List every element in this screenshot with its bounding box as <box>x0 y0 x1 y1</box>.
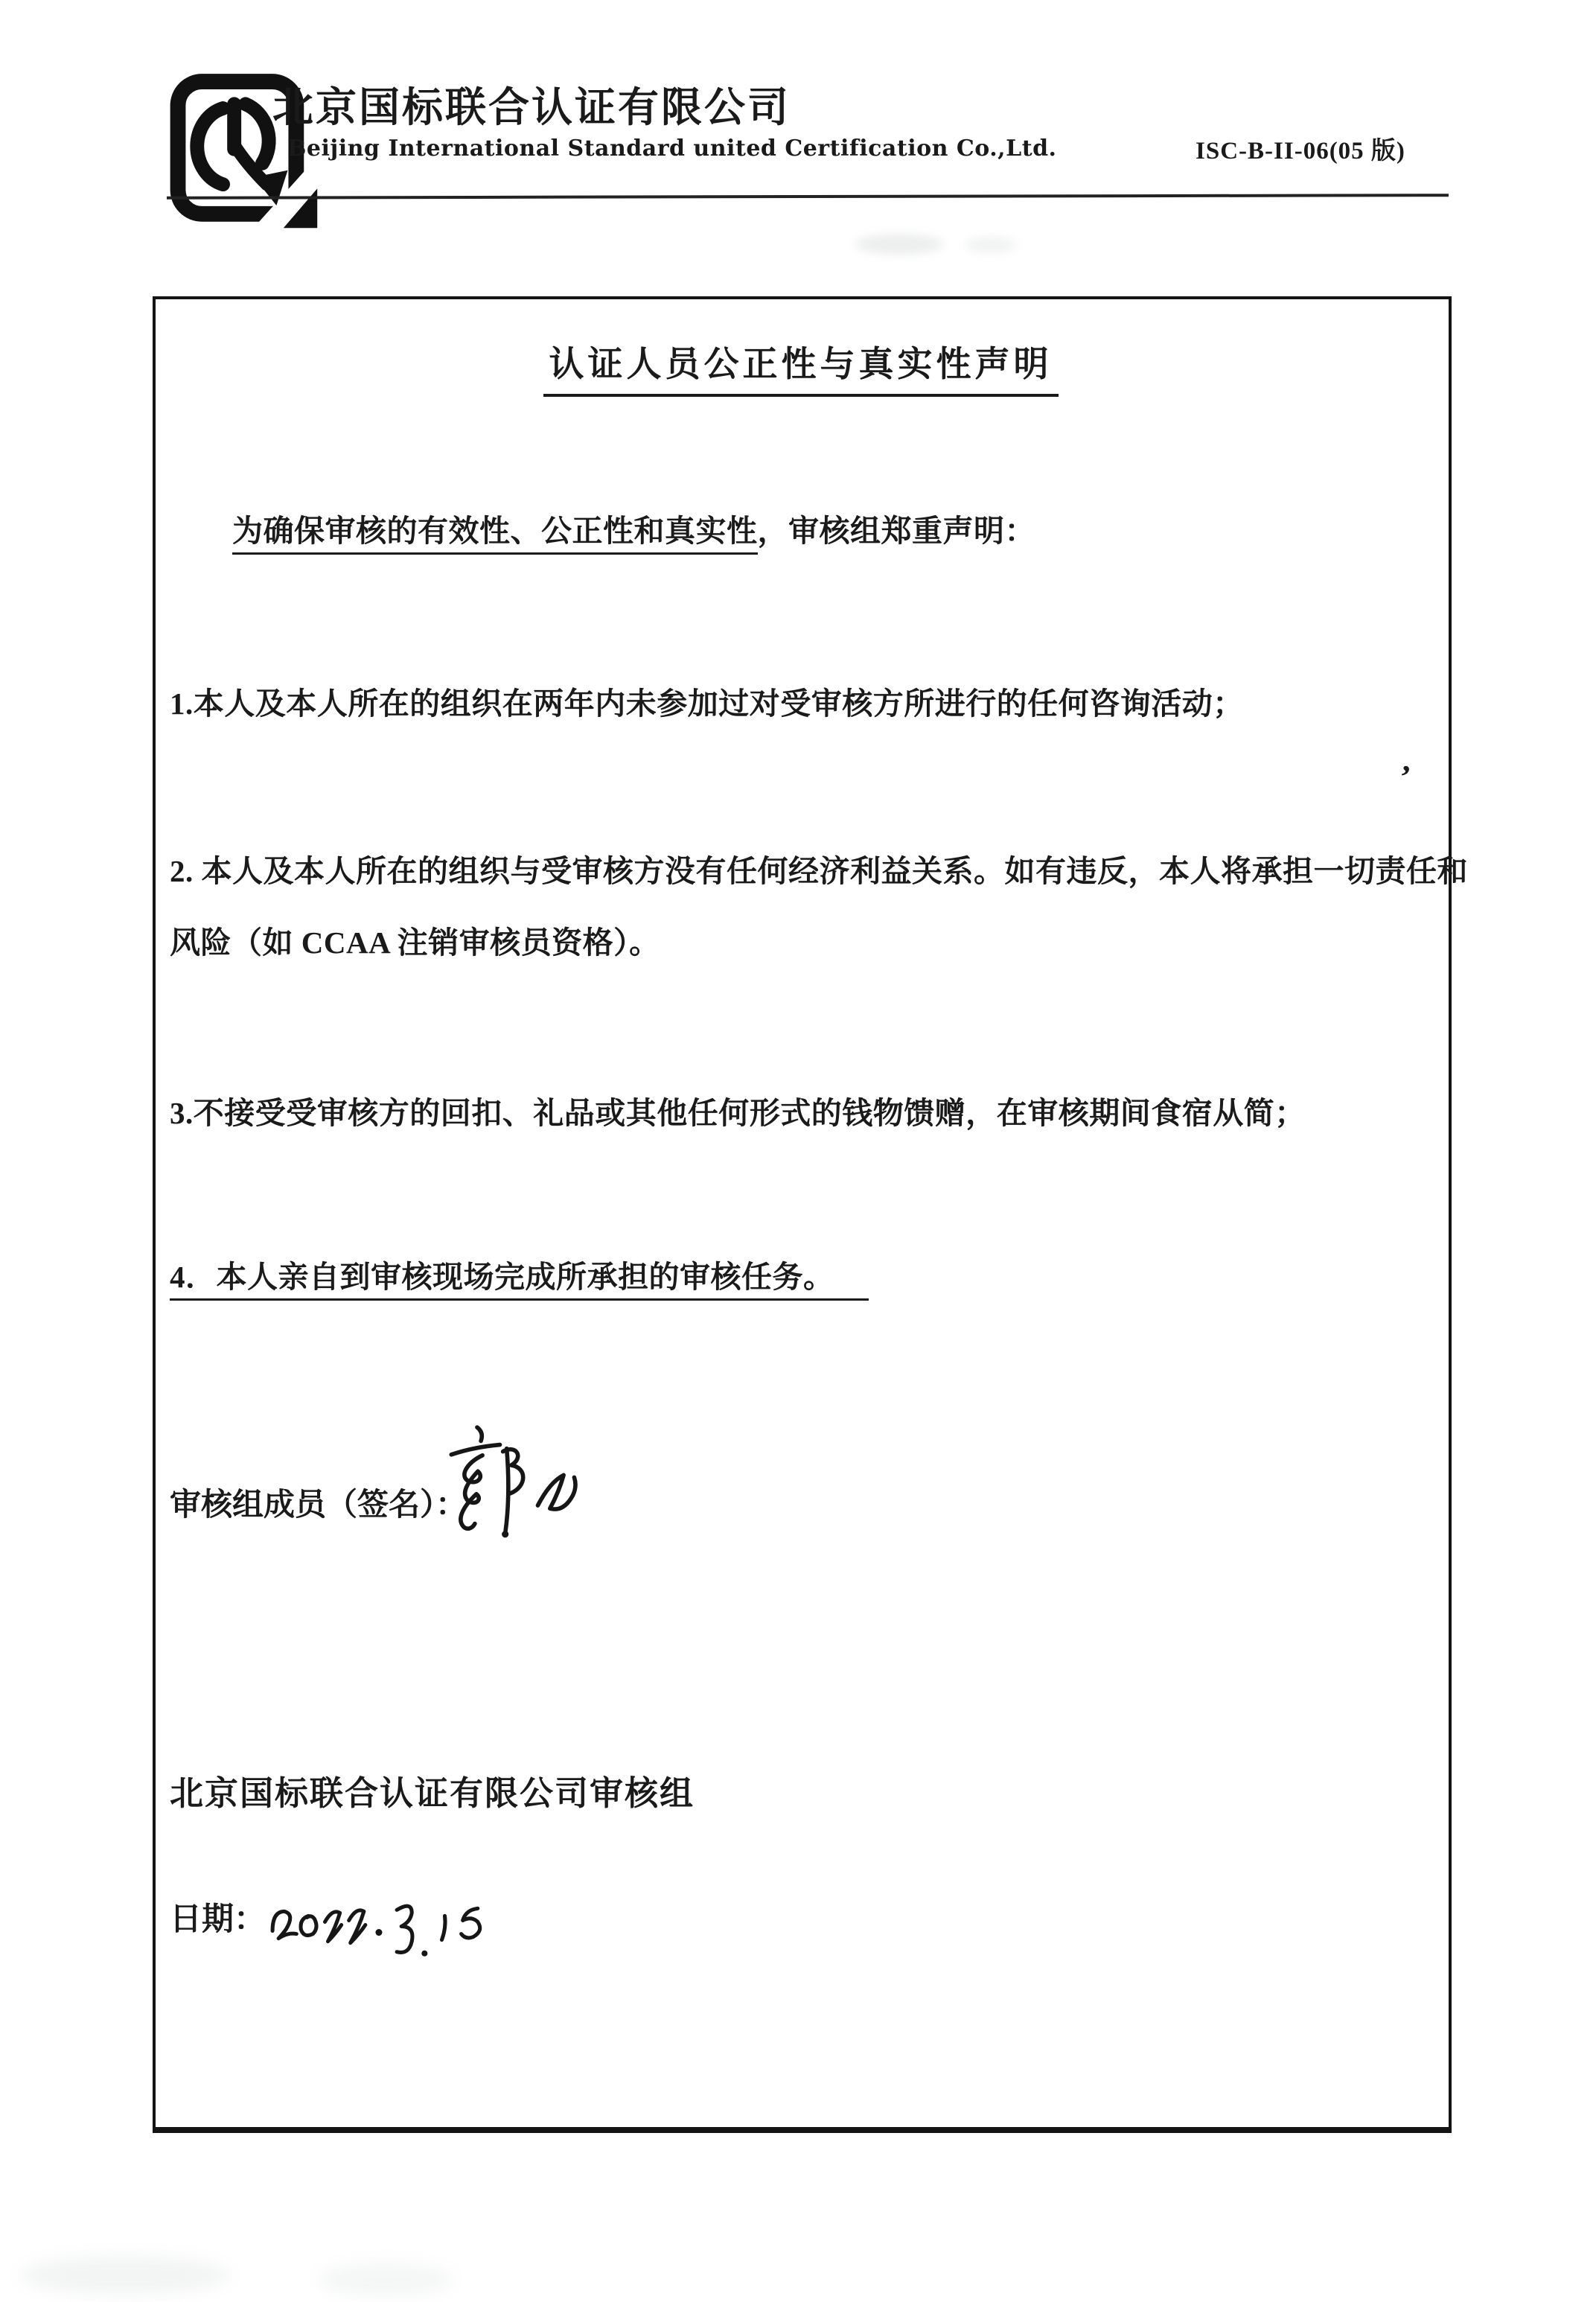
date-label: 日期： <box>170 1902 266 1937</box>
company-name-en: Beijing International Standard united Certification Co.,Ltd. <box>287 135 1057 162</box>
header-divider <box>167 194 1449 200</box>
scan-smudge <box>855 234 944 255</box>
intro-underlined-text: 为确保审核的有效性、公正性和真实性 <box>232 514 758 555</box>
item-2-line-2: 风险（如 CCAA 注销审核员资格）。 <box>170 925 660 960</box>
declaration-item-3 <box>170 1088 1306 1132</box>
handwritten-signature <box>439 1419 598 1546</box>
declaration-intro <box>232 506 1035 550</box>
stray-ink-mark: ’ <box>1396 758 1413 796</box>
scan-smudge <box>319 2263 453 2296</box>
scan-smudge <box>965 237 1017 253</box>
signature-label: 审核组成员（签名）： <box>170 1488 467 1523</box>
declaration-title-row <box>154 337 1447 397</box>
item-2-line-1: 2. 本人及本人所在的组织与受审核方没有任何经济利益关系。如有违反，本人将承担一切责任和 <box>170 854 1468 888</box>
declaration-item-1 <box>170 679 1244 723</box>
item-4-underlined-line: 4．本人亲自到审核现场完成所承担的审核任务。 <box>170 1260 869 1301</box>
scan-smudge <box>21 2256 229 2295</box>
company-name-zh: 北京国标联合认证有限公司 <box>272 85 791 130</box>
handwritten-date <box>265 1887 505 1967</box>
intro-rest-text: ，审核组郑重声明： <box>757 514 1035 548</box>
audit-team-line: 北京国标联合认证有限公司审核组 <box>170 1775 695 1812</box>
item-3-line: 3.不接受受审核方的回扣、礼品或其他任何形式的钱物馈赠，在审核期间食宿从简； <box>170 1096 1306 1130</box>
declaration-frame <box>153 296 1452 2133</box>
declaration-item-4 <box>170 1252 869 1296</box>
item-1-line: 1.本人及本人所在的组织在两年内未参加过对受审核方所进行的任何咨询活动； <box>170 686 1244 721</box>
declaration-title: 认证人员公正性与真实性声明 <box>543 337 1059 397</box>
declaration-item-2 <box>170 852 1468 995</box>
document-code: ISC-B-II-06(05 版) <box>1196 138 1405 165</box>
